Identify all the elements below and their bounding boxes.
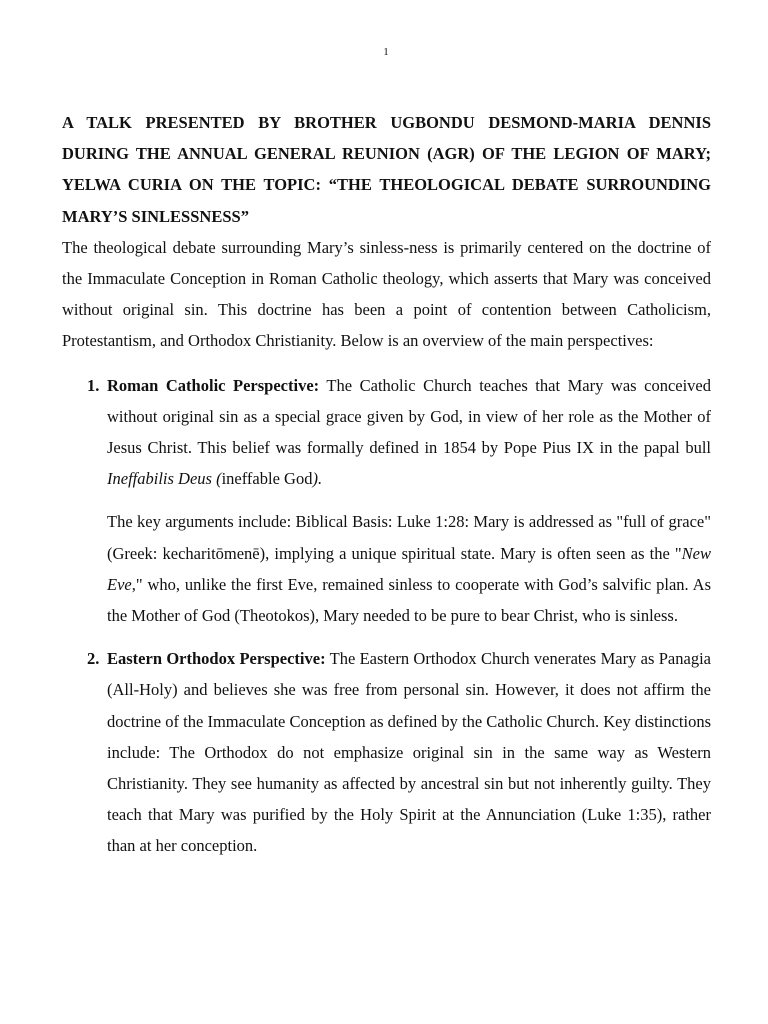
- catholic-paragraph: [107, 370, 711, 495]
- document-title: A TALK PRESENTED BY BROTHER UGBONDU DESMOND-MARIA DENNIS DURING THE ANNUAL GENERAL REUNION (AGR) OF THE LEGION OF MARY; YELWA CURIA ON THE TOPIC: “THE THEOLOGICAL DEBATE SURROUNDING MARY’S SINLESSNESS”: [62, 113, 711, 226]
- paragraph-text: The key arguments include: Biblical Basis: Luke 1:28: Mary is addressed as "full of grace" (Greek: kecharitōmenē), implying a unique spiritual state. Mary is often seen as the ": [107, 512, 711, 563]
- perspectives-list: [62, 370, 711, 862]
- list-item: [62, 643, 711, 861]
- italic-closing: ).: [312, 469, 323, 489]
- list-item: [62, 370, 711, 632]
- perspective-heading: Eastern Orthodox Perspective:: [107, 649, 326, 669]
- catholic-arguments-paragraph: [107, 506, 711, 631]
- paragraph-text: ineffable God: [221, 469, 313, 489]
- italic-new-eve: New Eve: [107, 543, 711, 594]
- intro-paragraph: The theological debate surrounding Mary’s sinless-ness is primarily centered on the doctrine of the Immaculate Conception in Roman Catholic theology, which asserts that Mary was conceived without original sin. This doctrine has been a point of contention between Catholicism, Protestantism, and Orthodox Christianity. Below is an overview of the main perspectives:: [62, 237, 711, 351]
- paragraph-text: ," who, unlike the first Eve, remained sinless to cooperate with God’s salvific plan. As the Mother of God (Theotokos), Mary needed to be pure to bear Christ, who is sinless.: [107, 574, 711, 626]
- list-number: 1.: [87, 375, 100, 395]
- orthodox-paragraph: [107, 643, 711, 861]
- list-number: 2.: [87, 649, 100, 669]
- paragraph-text: The Eastern Orthodox Church venerates Mary as Panagia (All-Holy) and believes she was free from personal sin. However, it does not affirm the doctrine of the Immaculate Conception as defined by the Catholic Church. Key distinctions include: The Orthodox do not emphasize original sin in the same way as Western Christianity. They see humanity as affected by ancestral sin but not inherently guilty. They teach that Mary was purified by the Holy Spirit at the Annunciation (Luke 1:35), rather than at her conception.: [107, 649, 711, 856]
- perspective-heading: Roman Catholic Perspective:: [107, 375, 320, 395]
- paragraph-text: The Catholic Church teaches that Mary was conceived without original sin as a special grace given by God, in view of her role as the Mother of Jesus Christ. This belief was formally defined in 1854 by Pope Pius IX in the papal bull: [107, 375, 711, 458]
- document-body: [62, 107, 711, 862]
- italic-latin-title: Ineffabilis Deus (: [107, 469, 222, 489]
- page-number: 1: [383, 46, 389, 58]
